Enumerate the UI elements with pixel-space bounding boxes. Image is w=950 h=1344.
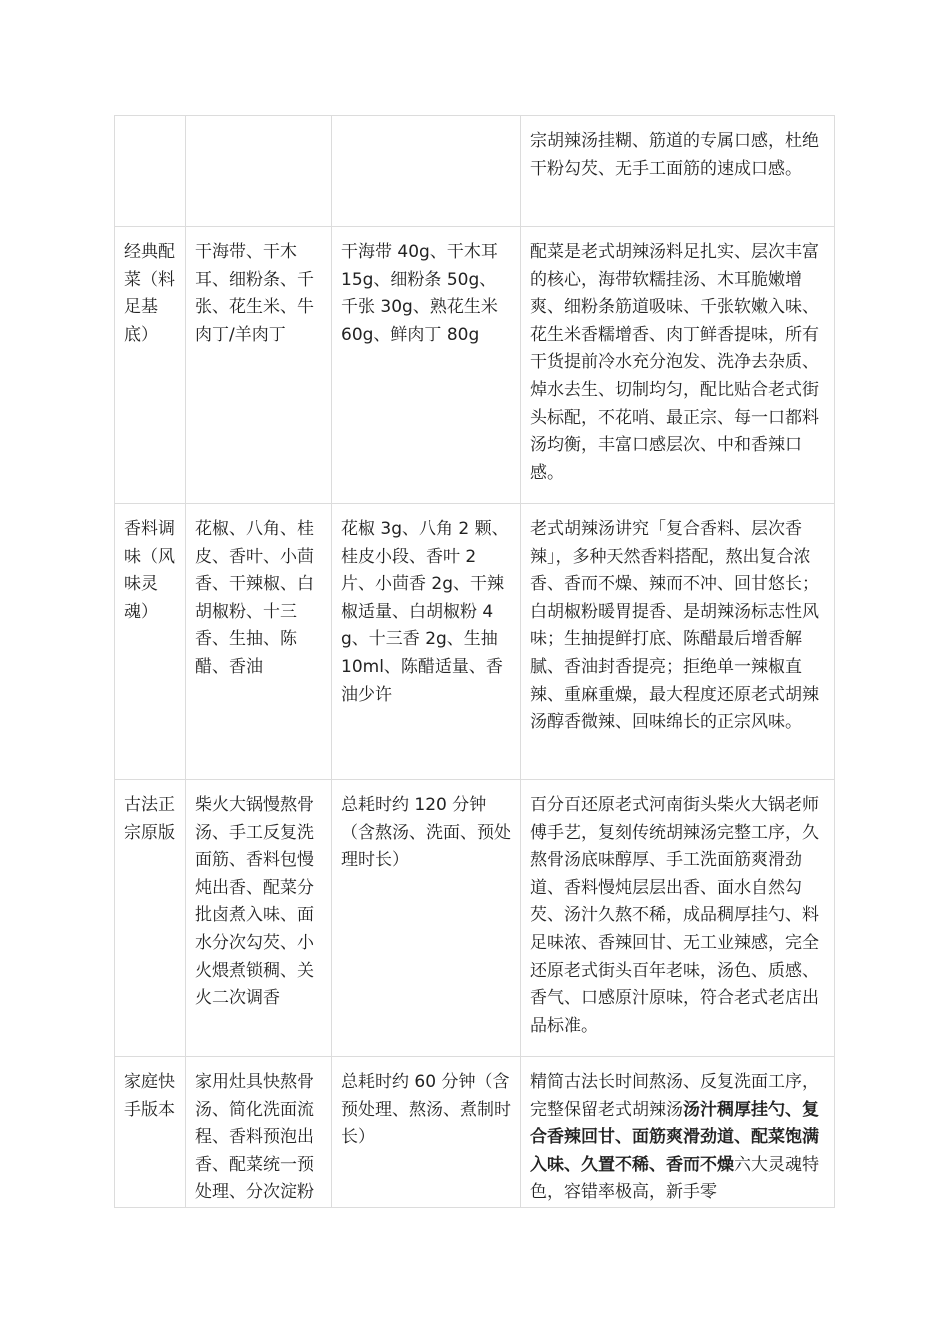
table-row xyxy=(115,116,835,227)
notes-bold-text: 汤汁稠厚挂勺、复合香辣回甘、面筋爽滑劲道、配菜饱满入味、久置不稀、香而不燥 xyxy=(530,1099,819,1175)
category-cell: 香料调味（风味灵魂） xyxy=(115,504,186,780)
notes-cell xyxy=(521,227,835,504)
notes-cell xyxy=(521,504,835,780)
notes-cell xyxy=(521,116,835,227)
table-row xyxy=(115,504,835,780)
amount-cell xyxy=(332,116,521,227)
ingredients-cell: 柴火大锅慢熬骨汤、手工反复洗面筋、香料包慢炖出香、配菜分批卤煮入味、面水分次勾芡、小火煨煮锁稠、关火二次调香 xyxy=(186,780,332,1057)
recipe-table xyxy=(114,115,835,1208)
category-cell: 经典配菜（料足基底） xyxy=(115,227,186,504)
notes-text: 百分百还原老式河南街头柴火大锅老师傅手艺，复刻传统胡辣汤完整工序，久熬骨汤底味醇厚、手工洗面筋爽滑劲道、香料慢炖层层出香、面水自然勾芡、汤汁久熬不稀，成品稠厚挂勺、料足味浓、香辣回甘、无工业辣感，完全还原老式街头百年老味，汤色、质感、香气、口感原汁原味，符合老式老店出品标准。 xyxy=(530,795,819,1036)
notes-cell xyxy=(521,780,835,1057)
table-row xyxy=(115,227,835,504)
amount-cell: 总耗时约 60 分钟（含预处理、熬汤、煮制时长） xyxy=(332,1057,521,1208)
ingredients-cell: 干海带、干木耳、细粉条、千张、花生米、牛肉丁/羊肉丁 xyxy=(186,227,332,504)
ingredients-cell xyxy=(186,116,332,227)
notes-text: 六大灵魂特色，容错率极高，新手零 xyxy=(530,1154,819,1203)
ingredients-cell: 家用灶具快熬骨汤、简化洗面流程、香料预泡出香、配菜统一预处理、分次淀粉 xyxy=(186,1057,332,1208)
notes-text: 宗胡辣汤挂糊、筋道的专属口感，杜绝干粉勾芡、无手工面筋的速成口感。 xyxy=(530,131,819,179)
notes-text: 老式胡辣汤讲究「复合香料、层次香辣」，多种天然香料搭配，熬出复合浓香、香而不燥、辣而不冲、回甘悠长；白胡椒粉暖胃提香、是胡辣汤标志性风味；生抽提鲜打底、陈醋最后增香解腻、香油封香提亮；拒绝单一辣椒直辣、重麻重燥，最大程度还原老式胡辣汤醇香微辣、回味绵长的正宗风味。 xyxy=(530,519,819,733)
category-cell xyxy=(115,116,186,227)
category-cell: 古法正宗原版 xyxy=(115,780,186,1057)
table-row xyxy=(115,1057,835,1208)
notes-text: 精简古法长时间熬汤、反复洗面工序，完整保留老式胡辣汤 xyxy=(530,1072,819,1120)
ingredients-cell: 花椒、八角、桂皮、香叶、小茴香、干辣椒、白胡椒粉、十三香、生抽、陈醋、香油 xyxy=(186,504,332,780)
amount-cell: 花椒 3g、八角 2 颗、桂皮小段、香叶 2 片、小茴香 2g、干辣椒适量、白胡椒粉 4g、十三香 2g、生抽 10ml、陈醋适量、香油少许 xyxy=(332,504,521,780)
notes-text: 配菜是老式胡辣汤料足扎实、层次丰富的核心，海带软糯挂汤、木耳脆嫩增爽、细粉条筋道吸味、千张软嫩入味、花生米香糯增香、肉丁鲜香提味，所有干货提前冷水充分泡发、洗净去杂质、焯水去生、切制均匀，配比贴合老式街头标配，不花哨、最正宗、每一口都料汤均衡，丰富口感层次、中和香辣口感。 xyxy=(530,242,819,483)
notes-cell xyxy=(521,1057,835,1208)
amount-cell: 干海带 40g、干木耳 15g、细粉条 50g、千张 30g、熟花生米 60g、鲜肉丁 80g xyxy=(332,227,521,504)
category-cell: 家庭快手版本 xyxy=(115,1057,186,1208)
amount-cell: 总耗时约 120 分钟（含熬汤、洗面、预处理时长） xyxy=(332,780,521,1057)
table-row xyxy=(115,780,835,1057)
